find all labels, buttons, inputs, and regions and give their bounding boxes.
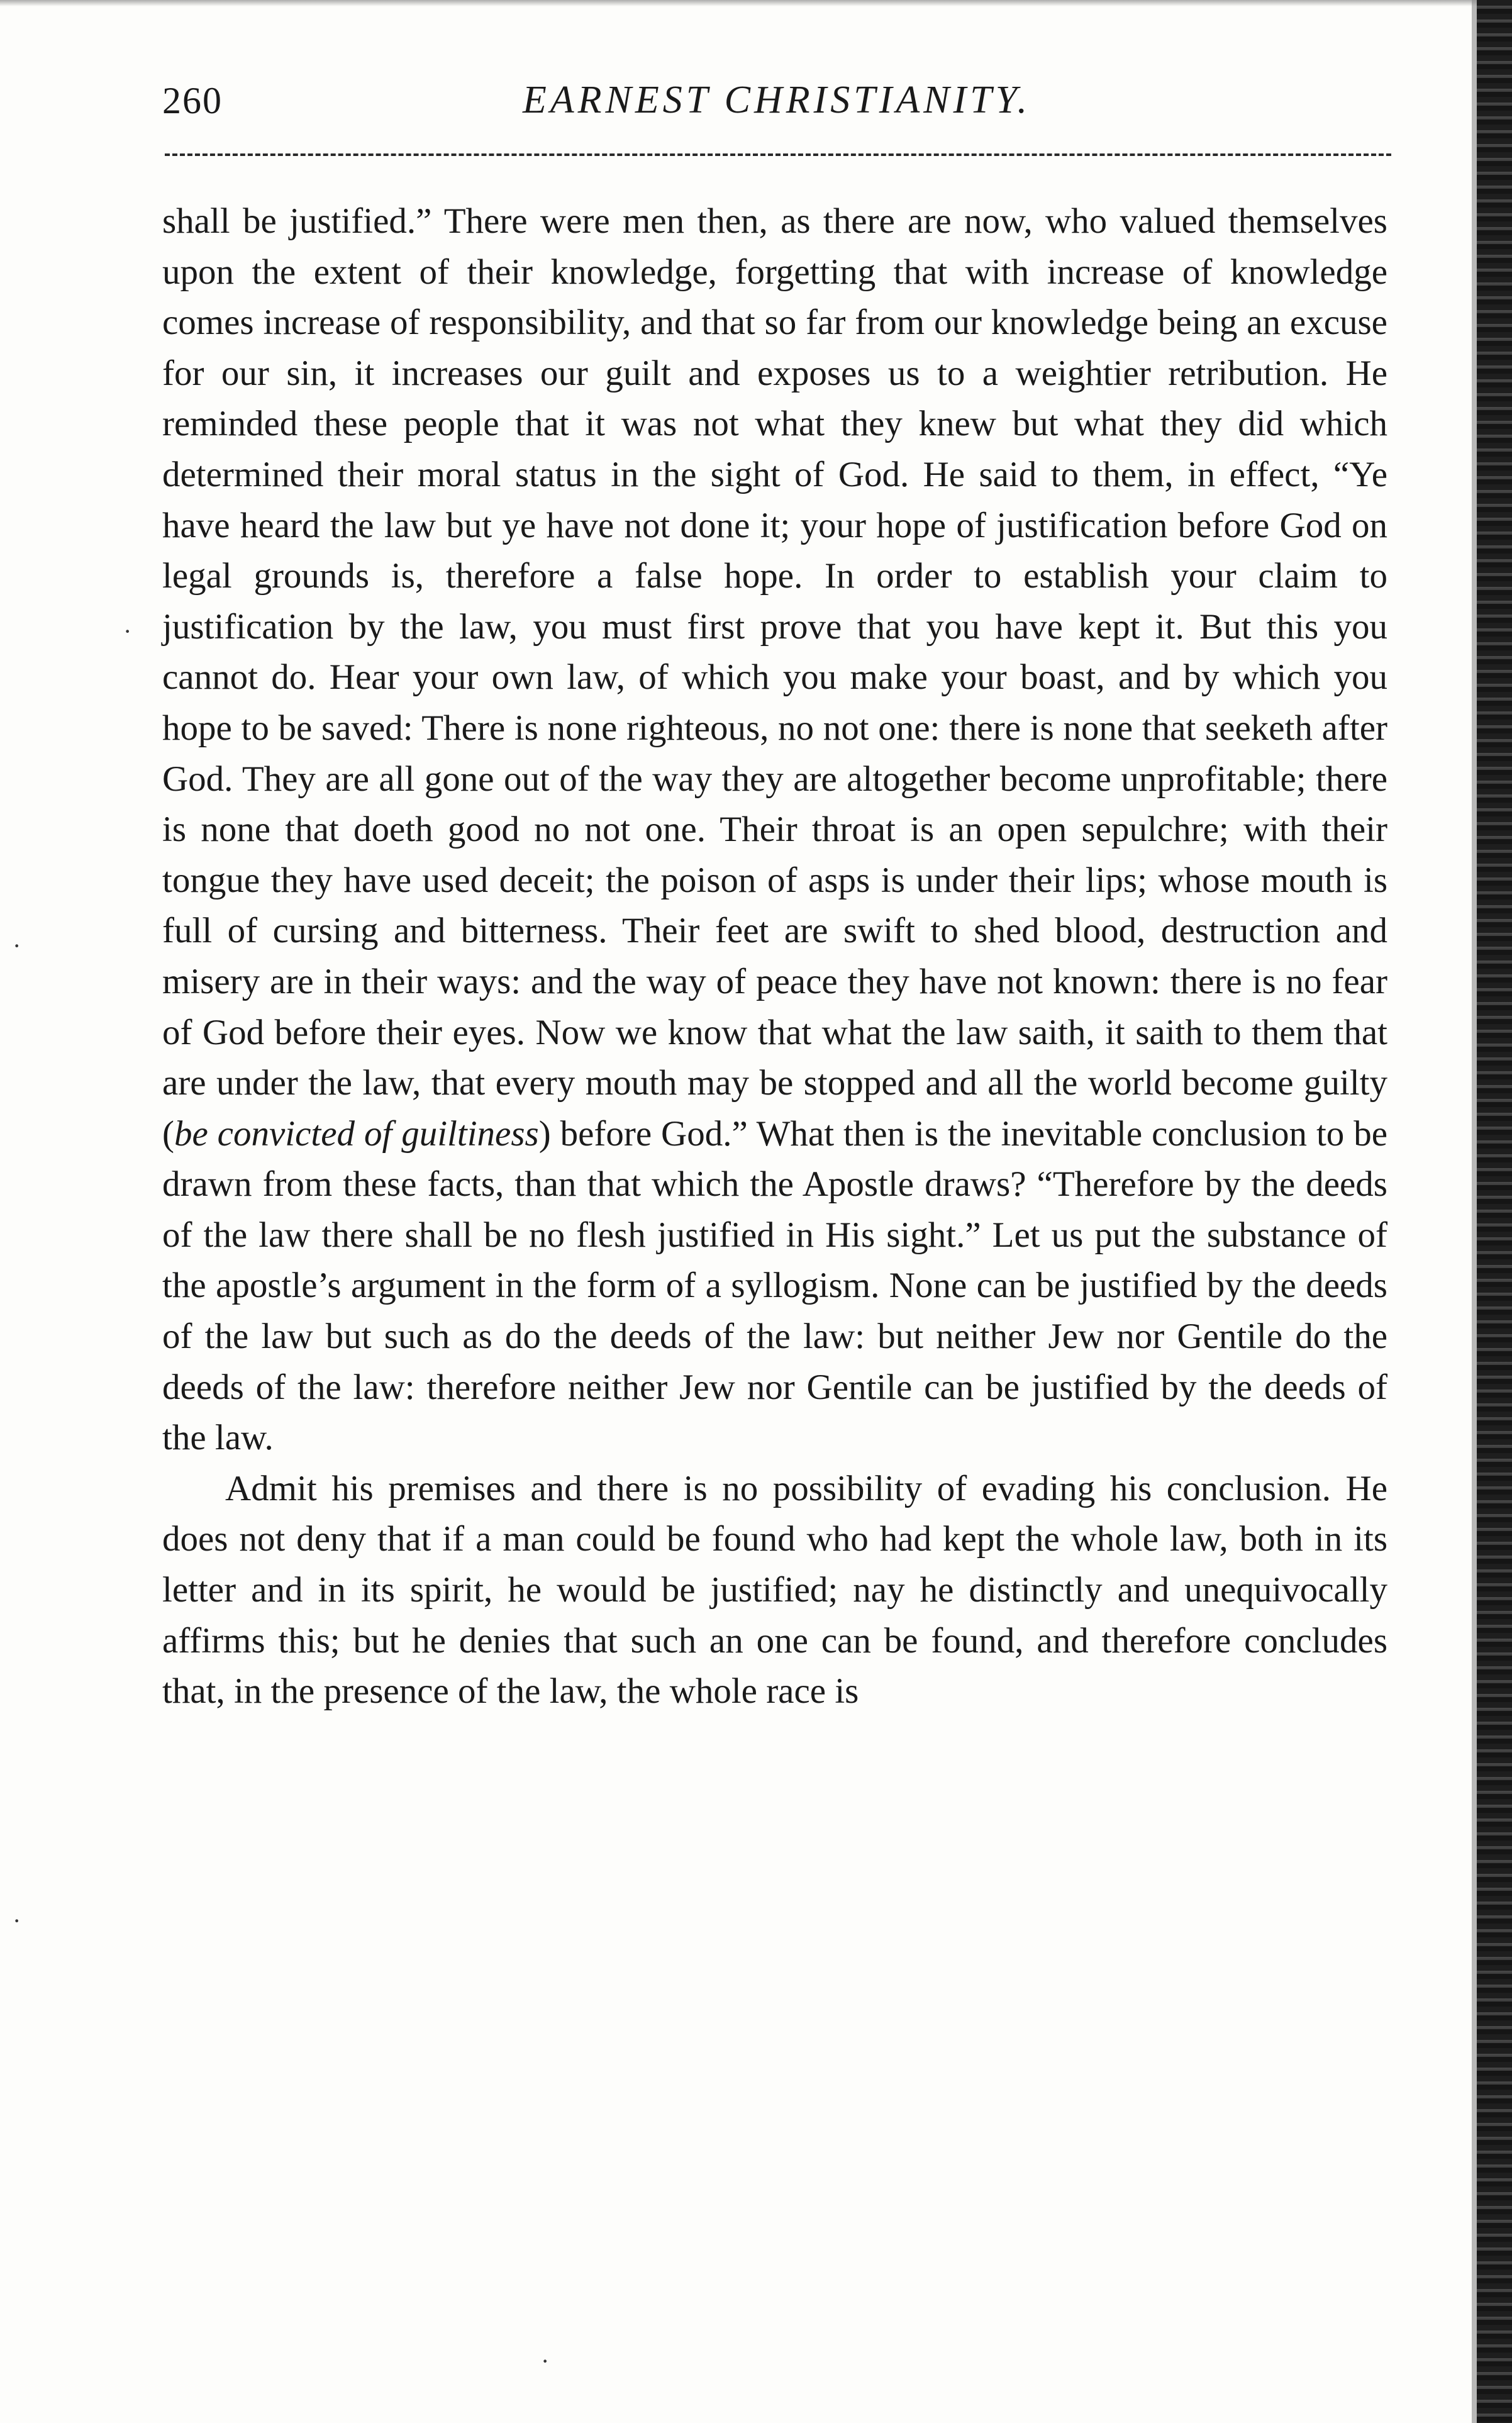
running-head bbox=[162, 75, 1391, 138]
header-rule bbox=[165, 153, 1391, 156]
page-number: 260 bbox=[162, 80, 223, 121]
margin-speck: · bbox=[13, 932, 21, 960]
paragraph-1-text-b: ) before God.” What then is the inevitable conclusion to be drawn from these facts, than that which the Apostle draws? “Therefore by the deeds of the law there shall be no flesh justified in His sight.” Let us put the substance of the apostle’s argument in the form of a syllogism. None can be justified by the deeds of the law but such as do the deeds of the law: but neither Jew nor Gentile do the deeds of the law: therefore neither Jew nor Gentile can be justified by the deeds of the law. bbox=[162, 1113, 1387, 1458]
paragraph-2: Admit his premises and there is no possibility of evading his conclusion. He does not deny that if a man could be found who had kept the whole law, both in its letter and in its spirit, he would be justified; nay he distinctly and unequivocally affirms this; but he denies that such an one can be found, and therefore concludes that, in the presence of the law, the whole race is bbox=[162, 1468, 1387, 1712]
paragraph-1 bbox=[162, 196, 1387, 1464]
margin-speck: · bbox=[123, 617, 132, 645]
margin-speck: · bbox=[13, 1907, 21, 1935]
book-title: EARNEST CHRISTIANITY. bbox=[522, 79, 1031, 121]
paragraph-1-text-a: shall be justified.” There were men then, as there are now, who valued themselves upon the extent of their knowledge, forgetting that with increase of knowledge comes increase of responsibility, and that so far from our knowledge being an excuse for our sin, it increases our guilt and exposes us to a weightier retribution. He reminded these people that it was not what they knew but what they did which determined their moral status in the sight of God. He said to them, in effect, “Ye have heard the law but ye have not done it; your hope of justification before God on legal grounds is, therefore a false hope. In order to establish your claim to justification by the law, you must first prove that you have kept it. But this you cannot do. Hear your own law, of which you make your boast, and by which you hope to be saved: There is none righteous, no not one: there is none that seeketh after God. They are all gone out of the way they are altogether become unprofitable; there is none that doeth good no not one. Their throat is an open sepulchre; with their tongue they have used deceit; the poison of asps is under their lips; whose mouth is full of cursing and bitterness. Their feet are swift to shed blood, destruction and misery are in their ways: and the way of peace they have not known: there is no fear of God before their eyes. Now we know that what the law saith, it saith to them that are under the law, that every mouth may be stopped and all the world become guilty ( bbox=[162, 201, 1387, 1154]
page-binding-edge bbox=[1477, 0, 1512, 2423]
body-text bbox=[162, 196, 1387, 1717]
page-top-edge bbox=[0, 0, 1512, 6]
margin-speck: · bbox=[541, 2347, 550, 2375]
binding-shadow bbox=[1472, 0, 1477, 2423]
paragraph-1-italic-phrase: be convicted of guiltiness bbox=[174, 1113, 539, 1154]
